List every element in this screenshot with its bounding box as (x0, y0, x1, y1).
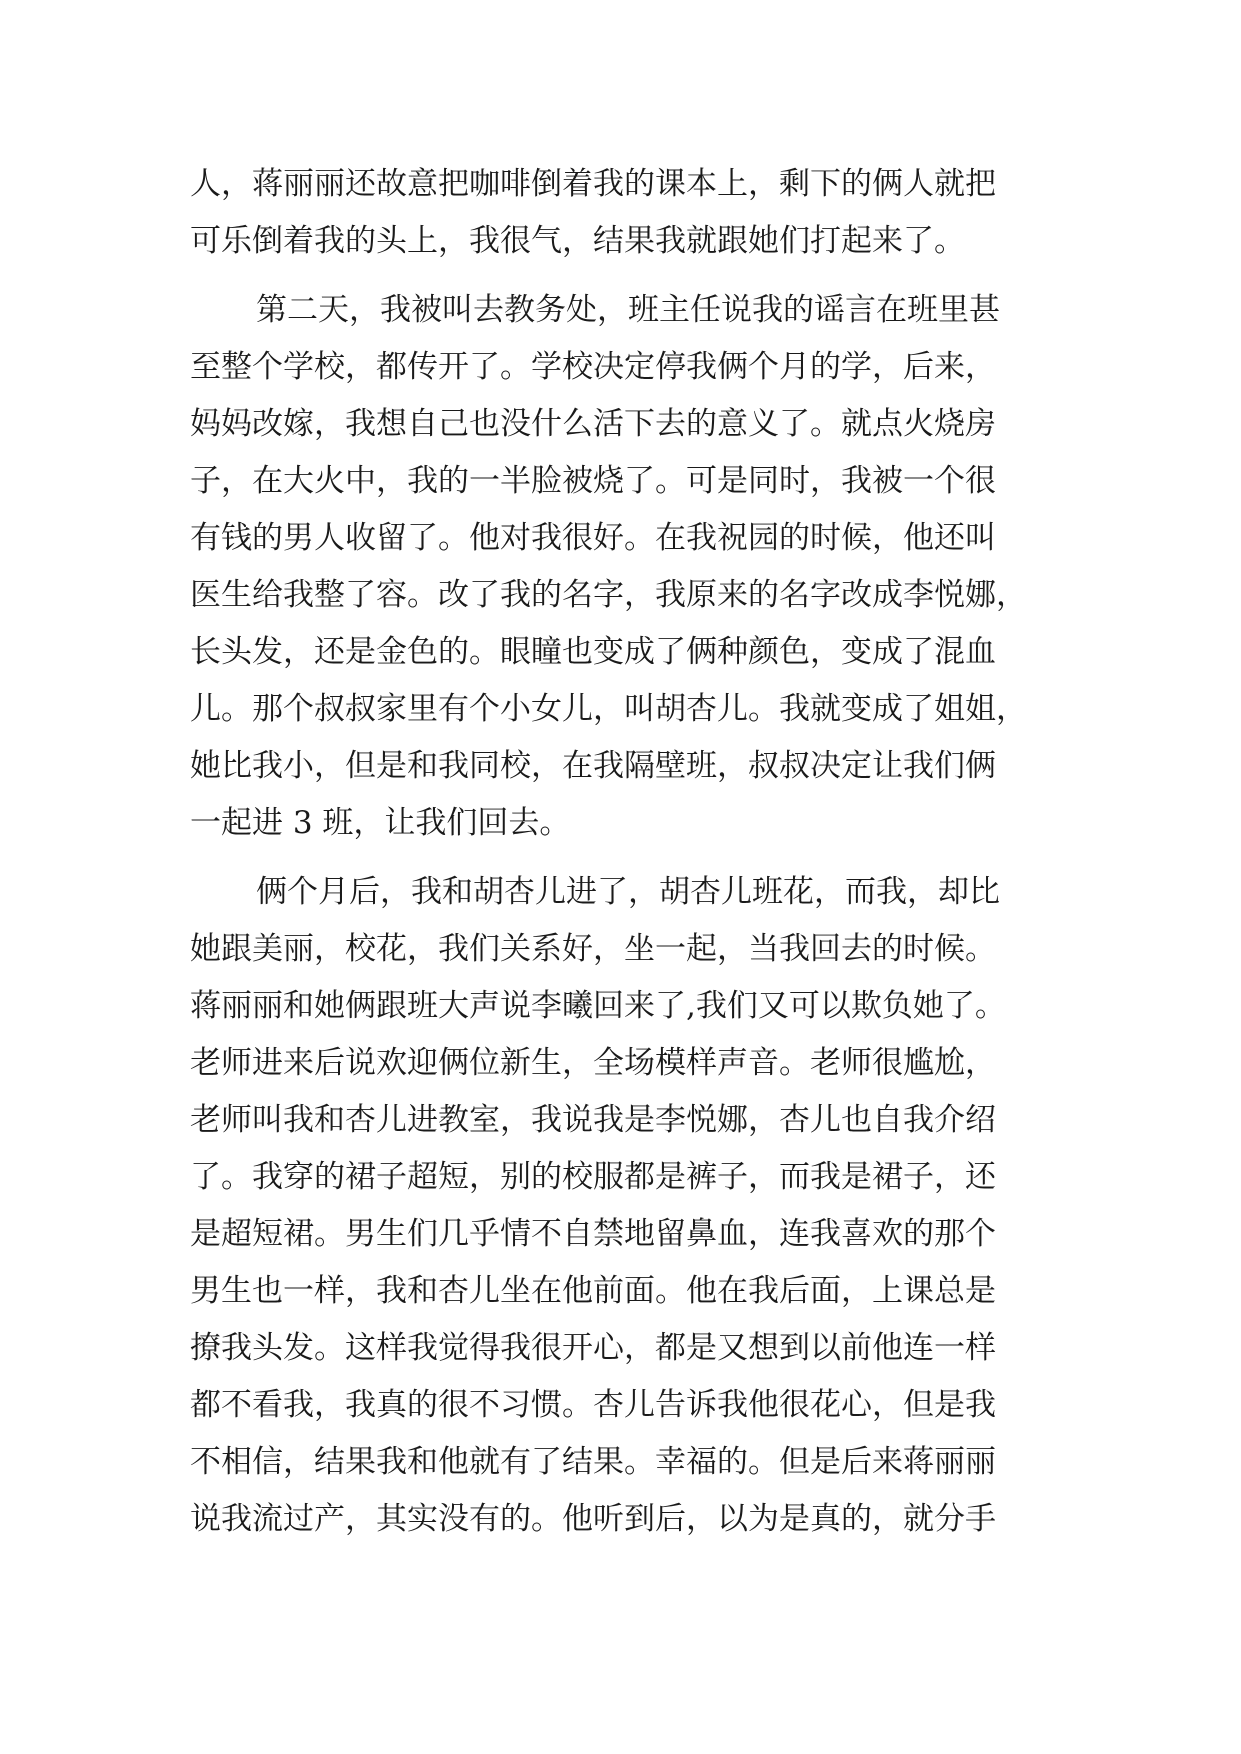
text-line: 蒋丽丽和她俩跟班大声说李曦回来了,我们又可以欺负她了。 (190, 988, 1006, 1024)
text-line: 子，在大火中，我的一半脸被烧了。可是同时，我被一个很 (190, 463, 996, 499)
text-line: 至整个学校，都传开了。学校决定停我俩个月的学，后来， (190, 349, 996, 385)
text-line: 男生也一样，我和杏儿坐在他前面。他在我后面，上课总是 (190, 1273, 996, 1309)
text-line: 可乐倒着我的头上，我很气，结果我就跟她们打起来了。 (190, 223, 965, 259)
text-line: 第二天，我被叫去教务处，班主任说我的谣言在班里甚 (256, 292, 1000, 328)
text-line: 了。我穿的裙子超短，别的校服都是裤子，而我是裙子，还 (190, 1159, 996, 1195)
text-line: 人，蒋丽丽还故意把咖啡倒着我的课本上，剩下的俩人就把 (190, 166, 996, 202)
text-line: 老师进来后说欢迎俩位新生，全场模样声音。老师很尴尬， (190, 1045, 996, 1081)
text-line: 她比我小，但是和我同校，在我隔壁班，叔叔决定让我们俩 (190, 748, 996, 784)
text-line: 是超短裙。男生们几乎情不自禁地留鼻血，连我喜欢的那个 (190, 1216, 996, 1252)
text-line: 说我流过产，其实没有的。他听到后，以为是真的，就分手 (190, 1501, 996, 1537)
text-line: 妈妈改嫁，我想自己也没什么活下去的意义了。就点火烧房 (190, 406, 996, 442)
text-line: 老师叫我和杏儿进教室，我说我是李悦娜，杏儿也自我介绍 (190, 1102, 996, 1138)
text-line: 都不看我，我真的很不习惯。杏儿告诉我他很花心，但是我 (190, 1387, 996, 1423)
text-line: 有钱的男人收留了。他对我很好。在我祝园的时候，他还叫 (190, 520, 996, 556)
text-line: 医生给我整了容。改了我的名字，我原来的名字改成李悦娜， (190, 577, 1027, 613)
text-line: 她跟美丽，校花，我们关系好，坐一起，当我回去的时候。 (190, 931, 996, 967)
text-line: 不相信，结果我和他就有了结果。幸福的。但是后来蒋丽丽 (190, 1444, 996, 1480)
body-text (190, 156, 1050, 1548)
text-line: 儿。那个叔叔家里有个小女儿，叫胡杏儿。我就变成了姐姐， (190, 691, 1027, 727)
text-line: 俩个月后，我和胡杏儿进了，胡杏儿班花，而我，却比 (256, 874, 1000, 910)
text-line: 撩我头发。这样我觉得我很开心，都是又想到以前他连一样 (190, 1330, 996, 1366)
text-line: 长头发，还是金色的。眼瞳也变成了俩种颜色，变成了混血 (190, 634, 996, 670)
text-line: 一起进 3 班，让我们回去。 (190, 805, 571, 841)
